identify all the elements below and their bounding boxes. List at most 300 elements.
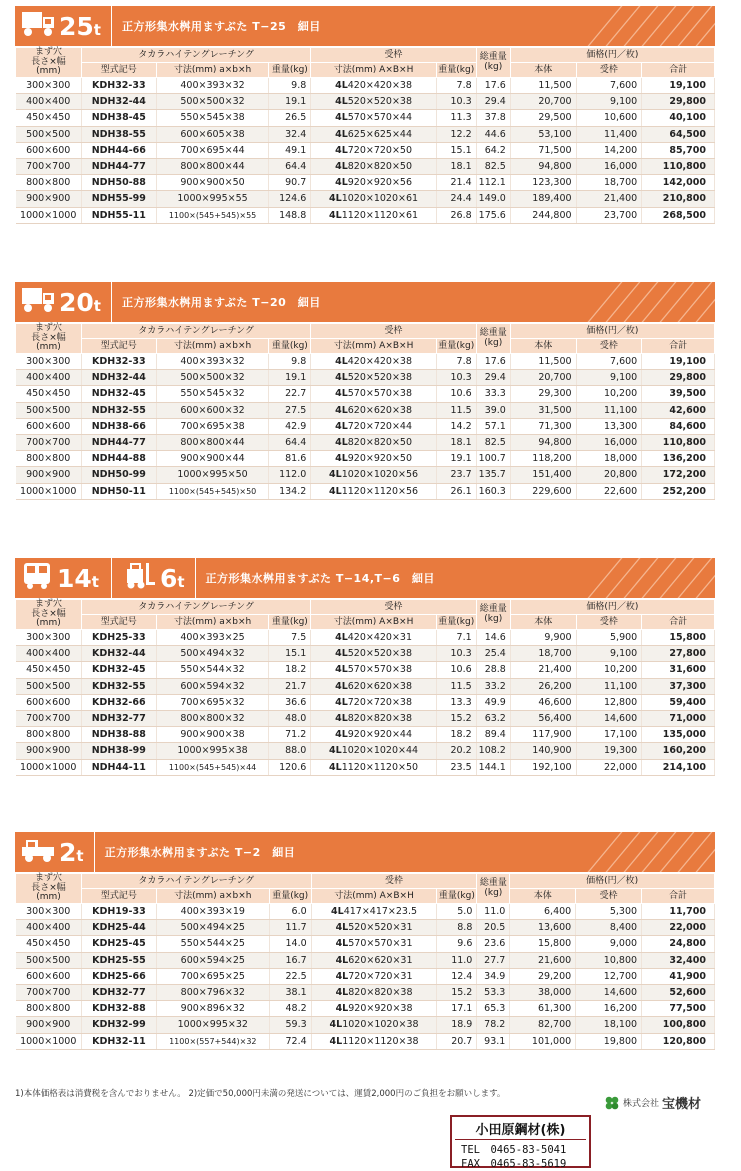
- total-price: 64,500: [642, 126, 715, 142]
- col-hole-size: まず穴 長さ×幅 (mm): [16, 324, 82, 354]
- model-code: KDH32-45: [81, 662, 156, 678]
- frame-dim: [311, 78, 437, 94]
- grating-weight: 90.7: [269, 175, 311, 191]
- hole-size: 600×600: [16, 142, 82, 158]
- hole-size: 400×400: [16, 646, 82, 662]
- total-weight: 25.4: [476, 646, 510, 662]
- company-name: 宝機材: [662, 1097, 702, 1112]
- total-weight: 53.3: [477, 984, 510, 1000]
- frame-dim: [311, 920, 437, 936]
- col-frame-price: 受枠: [576, 889, 642, 904]
- grating-weight: 9.8: [269, 78, 311, 94]
- total-price: 42,600: [642, 402, 715, 418]
- hole-size: 500×500: [16, 952, 82, 968]
- col-price: 価格(円／枚): [510, 600, 714, 615]
- table-row: [16, 1033, 715, 1049]
- total-price: 19,100: [642, 354, 715, 370]
- total-price: 84,600: [642, 418, 715, 434]
- hole-size: 900×900: [16, 1017, 82, 1033]
- table-row: [16, 952, 715, 968]
- total-weight: 144.1: [476, 759, 510, 775]
- grating-weight: 15.1: [269, 646, 311, 662]
- grating-dim: 1100×(545+545)×55: [156, 207, 269, 223]
- model-code: KDH32-99: [81, 1017, 156, 1033]
- frame-prefix: 4L: [329, 469, 342, 481]
- frame-weight: 7.8: [436, 354, 476, 370]
- frame-prefix: 4L: [329, 745, 342, 757]
- col-grating: タカラハイテングレーチング: [81, 600, 310, 615]
- frame-prefix: 4L: [335, 1003, 349, 1015]
- frame-size: 520×520×38: [347, 648, 413, 660]
- frame-dim: [311, 483, 437, 499]
- frame-prefix: 4L: [335, 729, 348, 741]
- total-price: 39,500: [642, 386, 715, 402]
- frame-dim: [311, 175, 437, 191]
- section-20t: [15, 282, 715, 500]
- hole-size: 450×450: [16, 662, 82, 678]
- table-row: [16, 175, 715, 191]
- frame-dim: [311, 191, 437, 207]
- grating-dim: 800×796×32: [156, 984, 269, 1000]
- grating-dim: 1100×(557+544)×32: [156, 1033, 269, 1049]
- frame-weight: 18.1: [436, 158, 476, 174]
- total-price: 100,800: [642, 1017, 715, 1033]
- total-price: 135,000: [642, 727, 715, 743]
- section-title: 正方形集水桝用ますぶた T−2 細目: [104, 846, 296, 859]
- col-frame: 受枠: [311, 874, 477, 889]
- total-price: 29,800: [642, 370, 715, 386]
- grating-weight: 32.4: [269, 126, 311, 142]
- col-body-price: 本体: [510, 889, 576, 904]
- model-code: KDH25-44: [81, 920, 156, 936]
- grating-dim: 800×800×44: [156, 158, 269, 174]
- load-class: 25t: [59, 11, 101, 41]
- total-price: 71,000: [642, 710, 715, 726]
- section-title: 正方形集水桝用ますぶた T−25 細目: [121, 20, 321, 33]
- frame-size: 1120×1120×38: [342, 1035, 419, 1047]
- section-title: 正方形集水桝用ますぶた T−20 細目: [121, 296, 321, 309]
- model-code: NDH44-66: [81, 142, 156, 158]
- body-price: 20,700: [510, 370, 576, 386]
- frame-price: 14,200: [576, 142, 642, 158]
- frame-size: 720×720×44: [347, 420, 413, 432]
- col-price: 価格(円／枚): [510, 874, 715, 889]
- hole-size: 300×300: [16, 904, 82, 920]
- frame-weight: 15.1: [436, 142, 476, 158]
- frame-dim: [311, 694, 437, 710]
- total-weight: 175.6: [476, 207, 510, 223]
- frame-prefix: 4L: [335, 161, 348, 173]
- frame-prefix: 4L: [335, 112, 348, 124]
- grating-weight: 7.5: [269, 630, 311, 646]
- hole-size: 1000×1000: [16, 759, 82, 775]
- body-price: 21,600: [510, 952, 576, 968]
- grating-dim: 550×545×32: [156, 386, 269, 402]
- frame-price: 19,300: [576, 743, 642, 759]
- body-price: 123,300: [510, 175, 576, 191]
- grating-dim: 400×393×32: [156, 354, 269, 370]
- stripe-decoration: [575, 832, 715, 872]
- model-code: NDH32-44: [81, 370, 156, 386]
- grating-dim: 1000×995×50: [156, 467, 269, 483]
- col-grating-dim: 寸法(mm) a×b×h: [156, 339, 269, 354]
- body-price: 140,900: [510, 743, 576, 759]
- total-weight: 17.6: [476, 78, 510, 94]
- load-badge: [15, 558, 195, 598]
- col-grating: タカラハイテングレーチング: [81, 324, 310, 339]
- body-price: 56,400: [510, 710, 576, 726]
- grating-dim: 1100×(545+545)×44: [156, 759, 269, 775]
- frame-prefix: 4L: [335, 648, 348, 660]
- total-price: 29,800: [642, 94, 715, 110]
- table-row: [16, 94, 715, 110]
- body-price: 244,800: [510, 207, 576, 223]
- grating-dim: 550×544×25: [156, 936, 269, 952]
- total-price: 31,600: [642, 662, 715, 678]
- frame-size: 420×420×38: [347, 356, 413, 368]
- price-table: [15, 873, 715, 1050]
- table-row: [16, 936, 715, 952]
- total-price: 142,000: [642, 175, 715, 191]
- col-grating-weight: 重量(kg): [269, 615, 311, 630]
- col-frame-price: 受枠: [576, 339, 642, 354]
- frame-price: 13,300: [576, 418, 642, 434]
- footnote: 1)本体価格表は消費税を含んでおりません。 2)定価で50,000円未満の発送については、運賃2,000円のご負担をお願いします。: [15, 1089, 506, 1099]
- frame-dim: [311, 354, 437, 370]
- frame-prefix: 4L: [329, 193, 342, 205]
- frame-weight: 11.0: [437, 952, 477, 968]
- col-grating-weight: 重量(kg): [269, 63, 311, 78]
- section-banner: [15, 6, 715, 46]
- col-grating: タカラハイテングレーチング: [81, 48, 310, 63]
- frame-price: 21,400: [576, 191, 642, 207]
- frame-prefix: 4L: [335, 938, 349, 950]
- body-price: 38,000: [510, 984, 576, 1000]
- col-frame-weight: 重量(kg): [436, 339, 476, 354]
- hole-size: 800×800: [16, 727, 82, 743]
- col-frame-weight: 重量(kg): [437, 889, 477, 904]
- frame-size: 920×920×38: [348, 1003, 413, 1015]
- body-price: 15,800: [510, 936, 576, 952]
- frame-prefix: 4L: [335, 954, 349, 966]
- hole-size: 450×450: [16, 110, 82, 126]
- grating-weight: 81.6: [269, 451, 311, 467]
- frame-price: 20,800: [576, 467, 642, 483]
- hole-size: 700×700: [16, 434, 82, 450]
- frame-prefix: 4L: [331, 906, 344, 918]
- frame-size: 1020×1020×44: [341, 745, 419, 757]
- hole-size: 1000×1000: [16, 483, 82, 499]
- frame-size: 620×620×38: [347, 680, 413, 692]
- col-frame-dim: 寸法(mm) A×B×H: [311, 889, 437, 904]
- table-row: [16, 678, 715, 694]
- table-row: [16, 984, 715, 1000]
- col-total-price: 合計: [642, 339, 715, 354]
- dump-truck-icon: [21, 285, 55, 319]
- frame-weight: 14.2: [436, 418, 476, 434]
- grating-dim: 800×800×32: [156, 710, 269, 726]
- frame-price: 5,300: [576, 904, 642, 920]
- frame-price: 12,800: [576, 694, 642, 710]
- frame-price: 22,000: [576, 759, 642, 775]
- grating-dim: 500×500×32: [156, 370, 269, 386]
- body-price: 229,600: [510, 483, 576, 499]
- grating-dim: 400×393×25: [156, 630, 269, 646]
- frame-weight: 12.4: [437, 968, 477, 984]
- section-14t: [15, 558, 715, 776]
- hole-size: 450×450: [16, 386, 82, 402]
- grating-dim: 400×393×19: [156, 904, 269, 920]
- table-row: [16, 483, 715, 499]
- col-total-weight: 総重量 (kg): [476, 48, 510, 78]
- frame-price: 9,000: [576, 936, 642, 952]
- frame-dim: [311, 386, 437, 402]
- body-price: 46,600: [510, 694, 576, 710]
- frame-dim: [311, 1001, 437, 1017]
- grating-weight: 120.6: [269, 759, 311, 775]
- forklift-icon: [124, 561, 156, 595]
- total-weight: 34.9: [477, 968, 510, 984]
- frame-dim: [311, 743, 437, 759]
- stripe-decoration: [575, 282, 715, 322]
- col-frame-price: 受枠: [576, 63, 642, 78]
- company-brand: [604, 1093, 701, 1112]
- frame-size: 570×570×38: [347, 664, 413, 676]
- model-code: NDH32-45: [81, 386, 156, 402]
- frame-dim: [311, 94, 437, 110]
- table-row: [16, 662, 715, 678]
- model-code: KDH32-77: [81, 984, 156, 1000]
- hole-size: 800×800: [16, 451, 82, 467]
- body-price: 192,100: [510, 759, 576, 775]
- frame-size: 520×520×31: [348, 922, 413, 934]
- grating-weight: 72.4: [269, 1033, 311, 1049]
- model-code: NDH32-77: [81, 710, 156, 726]
- grating-dim: 550×545×38: [156, 110, 269, 126]
- col-body-price: 本体: [510, 339, 576, 354]
- load-class: 20t: [59, 287, 101, 317]
- table-row: [16, 386, 715, 402]
- table-row: [16, 743, 715, 759]
- price-table: [15, 323, 715, 500]
- clover-leaf-icon: [604, 1095, 620, 1111]
- col-hole-size: まず穴 長さ×幅 (mm): [16, 874, 82, 904]
- total-weight: 57.1: [476, 418, 510, 434]
- grating-weight: 26.5: [269, 110, 311, 126]
- frame-size: 520×520×38: [347, 96, 413, 108]
- model-code: KDH32-33: [81, 354, 156, 370]
- total-price: 27,800: [642, 646, 715, 662]
- model-code: NDH32-55: [81, 402, 156, 418]
- grating-dim: 500×500×32: [156, 94, 269, 110]
- model-code: NDH32-44: [81, 94, 156, 110]
- frame-price: 11,100: [576, 678, 642, 694]
- hole-size: 900×900: [16, 467, 82, 483]
- total-weight: 160.3: [476, 483, 510, 499]
- frame-weight: 10.6: [436, 662, 476, 678]
- frame-prefix: 4L: [335, 453, 348, 465]
- dealer-fax: FAX 0465-83-5619: [461, 1158, 567, 1171]
- total-weight: 100.7: [476, 451, 510, 467]
- total-weight: 27.7: [477, 952, 510, 968]
- frame-dim: [311, 370, 437, 386]
- table-row: [16, 1001, 715, 1017]
- frame-dim: [311, 418, 437, 434]
- hole-size: 400×400: [16, 94, 82, 110]
- frame-price: 18,700: [576, 175, 642, 191]
- frame-price: 19,800: [576, 1033, 642, 1049]
- col-frame-dim: 寸法(mm) A×B×H: [311, 63, 437, 78]
- grating-dim: 550×544×32: [156, 662, 269, 678]
- total-weight: 20.5: [477, 920, 510, 936]
- total-price: 120,800: [642, 1033, 715, 1049]
- table-row: [16, 110, 715, 126]
- total-weight: 37.8: [476, 110, 510, 126]
- model-code: NDH50-11: [81, 483, 156, 499]
- table-row: [16, 904, 715, 920]
- col-model: 型式記号: [81, 63, 156, 78]
- body-price: 18,700: [510, 646, 576, 662]
- table-row: [16, 968, 715, 984]
- section-25t: [15, 6, 715, 224]
- frame-price: 14,600: [576, 710, 642, 726]
- hole-size: 700×700: [16, 710, 82, 726]
- frame-weight: 17.1: [437, 1001, 477, 1017]
- grating-dim: 700×695×44: [156, 142, 269, 158]
- dealer-name: 小田原鋼材(株): [455, 1119, 586, 1140]
- frame-size: 1020×1020×56: [341, 469, 419, 481]
- col-frame-dim: 寸法(mm) A×B×H: [311, 615, 437, 630]
- col-total-price: 合計: [642, 63, 715, 78]
- frame-price: 9,100: [576, 646, 642, 662]
- frame-price: 9,100: [576, 370, 642, 386]
- frame-prefix: 4L: [335, 970, 349, 982]
- frame-price: 22,600: [576, 483, 642, 499]
- frame-size: 1120×1120×61: [341, 209, 419, 221]
- hole-size: 800×800: [16, 175, 82, 191]
- col-frame-price: 受枠: [576, 615, 642, 630]
- table-row: [16, 354, 715, 370]
- grating-weight: 88.0: [269, 743, 311, 759]
- model-code: NDH38-66: [81, 418, 156, 434]
- stripe-decoration: [575, 558, 715, 598]
- model-code: NDH38-88: [81, 727, 156, 743]
- frame-prefix: 4L: [329, 1019, 343, 1031]
- total-price: 40,100: [642, 110, 715, 126]
- frame-size: 1020×1020×38: [342, 1019, 419, 1031]
- frame-dim: [311, 467, 437, 483]
- body-price: 94,800: [510, 434, 576, 450]
- frame-size: 820×820×50: [347, 161, 413, 173]
- total-price: 41,900: [642, 968, 715, 984]
- frame-price: 10,200: [576, 662, 642, 678]
- grating-weight: 64.4: [269, 158, 311, 174]
- total-weight: 14.6: [476, 630, 510, 646]
- frame-price: 5,900: [576, 630, 642, 646]
- col-hole-size: まず穴 長さ×幅 (mm): [16, 48, 82, 78]
- hole-size: 600×600: [16, 694, 82, 710]
- frame-size: 820×820×38: [348, 987, 413, 999]
- grating-weight: 36.6: [269, 694, 311, 710]
- body-price: 13,600: [510, 920, 576, 936]
- frame-dim: [311, 984, 437, 1000]
- load-class-2: 6t: [159, 563, 185, 593]
- hole-size: 300×300: [16, 630, 82, 646]
- dealer-stamp: [450, 1115, 591, 1171]
- frame-dim: [311, 126, 437, 142]
- frame-price: 16,000: [576, 158, 642, 174]
- frame-weight: 23.7: [436, 467, 476, 483]
- total-weight: 17.6: [476, 354, 510, 370]
- total-weight: 29.4: [476, 94, 510, 110]
- model-code: NDH38-55: [81, 126, 156, 142]
- frame-size: 620×620×31: [348, 954, 413, 966]
- frame-size: 1120×1120×50: [341, 761, 419, 773]
- total-weight: 33.3: [476, 386, 510, 402]
- total-price: 210,800: [642, 191, 715, 207]
- frame-price: 16,000: [576, 434, 642, 450]
- company-prefix: 株式会社: [623, 1099, 660, 1109]
- total-price: 59,400: [642, 694, 715, 710]
- stripe-decoration: [575, 6, 715, 46]
- total-price: 214,100: [642, 759, 715, 775]
- grating-dim: 700×695×38: [156, 418, 269, 434]
- grating-weight: 124.6: [269, 191, 311, 207]
- col-grating: タカラハイテングレーチング: [81, 874, 311, 889]
- hole-size: 500×500: [16, 126, 82, 142]
- total-weight: 89.4: [476, 727, 510, 743]
- model-code: NDH50-99: [81, 467, 156, 483]
- frame-dim: [311, 402, 437, 418]
- total-price: 136,200: [642, 451, 715, 467]
- frame-prefix: 4L: [329, 209, 342, 221]
- col-total-weight: 総重量 (kg): [477, 874, 510, 904]
- total-weight: 112.1: [476, 175, 510, 191]
- total-weight: 65.3: [477, 1001, 510, 1017]
- hole-size: 700×700: [16, 984, 82, 1000]
- col-model: 型式記号: [81, 889, 156, 904]
- frame-weight: 18.2: [436, 727, 476, 743]
- body-price: 189,400: [510, 191, 576, 207]
- frame-price: 18,100: [576, 1017, 642, 1033]
- table-row: [16, 727, 715, 743]
- model-code: KDH32-55: [81, 678, 156, 694]
- frame-size: 570×570×44: [347, 112, 413, 124]
- total-price: 37,300: [642, 678, 715, 694]
- total-weight: 93.1: [477, 1033, 510, 1049]
- body-price: 61,300: [510, 1001, 576, 1017]
- frame-dim: [311, 630, 437, 646]
- body-price: 29,300: [510, 386, 576, 402]
- grating-weight: 9.8: [269, 354, 311, 370]
- frame-price: 10,800: [576, 952, 642, 968]
- section-2t: [15, 832, 715, 1050]
- section-banner: [15, 832, 715, 872]
- frame-price: 7,600: [576, 354, 642, 370]
- frame-size: 920×920×50: [347, 453, 413, 465]
- body-price: 11,500: [510, 78, 576, 94]
- body-price: 11,500: [510, 354, 576, 370]
- frame-dim: [311, 451, 437, 467]
- model-code: NDH38-45: [81, 110, 156, 126]
- col-body-price: 本体: [510, 63, 576, 78]
- body-price: 94,800: [510, 158, 576, 174]
- frame-dim: [311, 968, 437, 984]
- model-code: KDH32-88: [81, 1001, 156, 1017]
- grating-weight: 21.7: [269, 678, 311, 694]
- frame-prefix: 4L: [335, 144, 348, 156]
- frame-prefix: 4L: [335, 922, 349, 934]
